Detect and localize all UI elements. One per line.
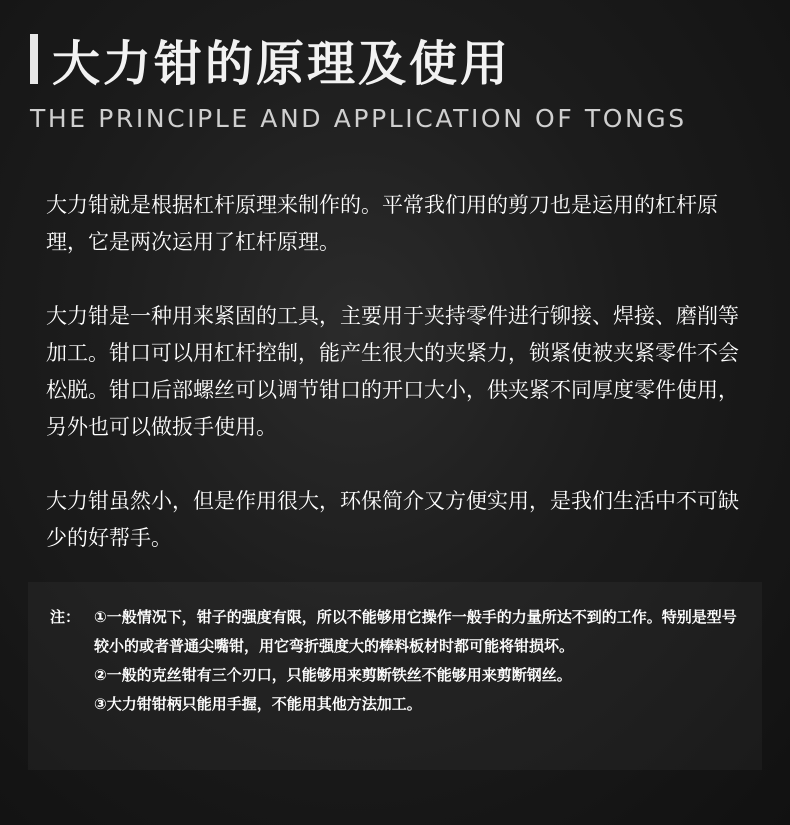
note-label: 注： [50,608,81,626]
note-item-3: ③大力钳钳柄只能用手握，不能用其他方法加工。 [94,695,422,713]
body-text [46,187,756,594]
paragraph-usage: 大力钳是一种用来紧固的工具，主要用于夹持零件进行铆接、焊接、磨削等加工。钳口可以用杠杆控制，能产生很大的夹紧力，锁紧使被夹紧零件不会松脱。钳口后部螺丝可以调节钳口的开口大小，供夹紧不同厚度零件使用，另外也可以做扳手使用。 [46,304,739,439]
title-accent-bar [30,34,38,84]
note-list [94,603,750,719]
note-item-1: ①一般情况下，钳子的强度有限，所以不能够用它操作一般手的力量所达不到的工作。特别是型号较小的或者普通尖嘴钳，用它弯折强度大的棒料板材时都可能将钳损坏。 [94,608,737,655]
header [30,28,511,90]
paragraph-summary: 大力钳虽然小，但是作用很大，环保简介又方便实用，是我们生活中不可缺少的好帮手。 [46,489,739,550]
paragraph-intro: 大力钳就是根据杠杆原理来制作的。平常我们用的剪刀也是运用的杠杆原理，它是两次运用了杠杆原理。 [46,193,718,254]
page-title: 大力钳的原理及使用 [52,35,512,92]
note-item-2: ②一般的克丝钳有三个刃口，只能够用来剪断铁丝不能够用来剪断钢丝。 [94,666,572,684]
note [50,603,750,719]
page-subtitle: THE PRINCIPLE AND APPLICATION OF TONGS [30,104,687,133]
